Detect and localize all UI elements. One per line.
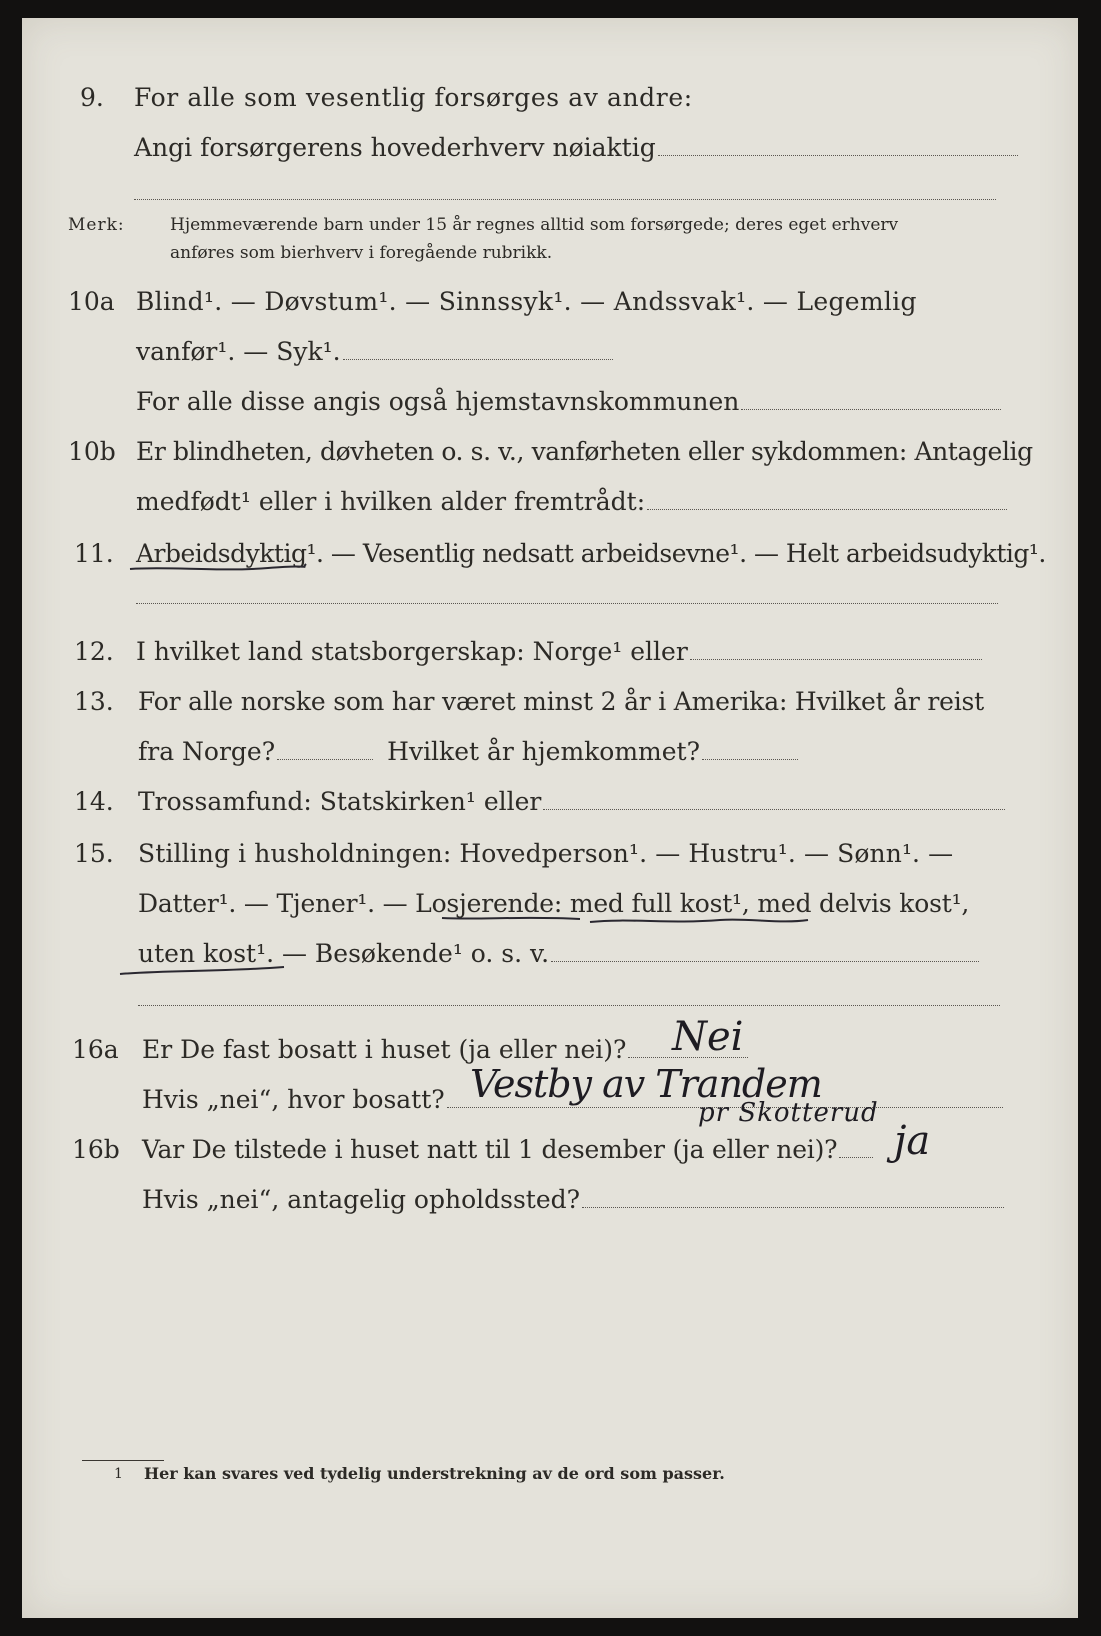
- answer-line: [136, 602, 998, 604]
- question-15-text: Stilling i husholdningen: Hovedperson¹. — Hustru¹. — Sønn¹. —: [138, 839, 954, 868]
- answer-line: [839, 1156, 873, 1158]
- handwritten-answer-16a-residence: Vestby av Trandem: [470, 1062, 822, 1106]
- census-form-page: [22, 18, 1078, 1618]
- question-11-number: 11.: [74, 539, 114, 568]
- question-10b-number: 10b: [68, 437, 116, 466]
- question-12-number: 12.: [74, 637, 114, 666]
- answer-line: [343, 358, 613, 360]
- answer-line: [582, 1206, 1004, 1208]
- question-10b-line-2: [136, 486, 1007, 518]
- answer-line: [134, 198, 996, 200]
- footnote-mark: 1: [114, 1466, 123, 1482]
- question-9-prompt-text: Angi forsørgerens hovederhverv nøiaktig: [134, 133, 656, 162]
- handwritten-answer-16a-residence-note: pr Skotterud: [698, 1098, 879, 1128]
- question-14-number: 14.: [74, 787, 114, 816]
- question-14-text: Trossamfund: Statskirken¹ eller: [138, 787, 542, 816]
- question-16b-line: [142, 1134, 873, 1166]
- handwritten-underline: [440, 910, 812, 934]
- question-10a-line-2: [136, 336, 613, 368]
- handwritten-answer-16b: ja: [894, 1118, 931, 1164]
- question-11-text: Arbeidsdyktig¹. — Vesentlig nedsatt arbeidsevne¹. — Helt arbeidsudyktig¹.: [136, 539, 1046, 568]
- question-15-text-3: uten kost¹. — Besøkende¹ o. s. v.: [138, 939, 550, 968]
- question-16a-text: Er De fast bosatt i huset (ja eller nei)?: [142, 1035, 627, 1064]
- question-12-line: [136, 636, 982, 668]
- handwritten-underline: [128, 560, 308, 574]
- note-label: Merk:: [68, 215, 125, 235]
- answer-line: [543, 808, 1005, 810]
- question-10a-line-3: [136, 386, 1001, 418]
- answer-line: [647, 508, 1007, 510]
- question-10a-text-3: For alle disse angis også hjemstavnskommunen: [136, 387, 740, 416]
- note-text-line-1: Hjemmeværende barn under 15 år regnes alltid som forsørgede; deres eget erhverv: [170, 215, 899, 235]
- question-15-number: 15.: [74, 839, 114, 868]
- answer-line: [741, 408, 1001, 410]
- question-15-text-2: Datter¹. — Tjener¹. — Losjerende: med full kost¹, med delvis kost¹,: [138, 889, 970, 918]
- question-13-text: For alle norske som har været minst 2 år i Amerika: Hvilket år reist: [138, 687, 985, 716]
- question-10a-text: Blind¹. — Døvstum¹. — Sinnssyk¹. — Andssvak¹. — Legemlig: [136, 287, 917, 316]
- question-12-text: I hvilket land statsborgerskap: Norge¹ eller: [136, 637, 688, 666]
- question-14-line: [138, 786, 1005, 818]
- question-13-text-2b: Hvilket år hjemkommet?: [387, 737, 701, 766]
- answer-line: [551, 960, 979, 962]
- question-13-line-2: [138, 736, 798, 768]
- answer-line: [658, 154, 1018, 156]
- question-16b-line-2: [142, 1184, 1004, 1216]
- answer-line: [702, 758, 798, 760]
- question-10b-text-2: medfødt¹ eller i hvilken alder fremtrådt:: [136, 487, 646, 516]
- handwritten-answer-16a: Nei: [672, 1014, 744, 1060]
- question-10a-text-2: vanfør¹. — Syk¹.: [136, 337, 341, 366]
- question-16a-text-2: Hvis „nei“, hvor bosatt?: [142, 1085, 445, 1114]
- question-10a-number: 10a: [68, 287, 115, 316]
- answer-line: [138, 1004, 1000, 1006]
- question-13-number: 13.: [74, 687, 114, 716]
- answer-line: [277, 758, 373, 760]
- question-9-text: For alle som vesentlig forsørges av andre:: [134, 83, 693, 112]
- question-10b-text: Er blindheten, døvheten o. s. v., vanførheten eller sykdommen: Antagelig: [136, 437, 1033, 466]
- question-16b-number: 16b: [72, 1135, 120, 1164]
- question-16b-text: Var De tilstede i huset natt til 1 desember (ja eller nei)?: [142, 1135, 838, 1164]
- footnote-divider: [82, 1460, 164, 1461]
- note-text-line-2: anføres som bierhverv i foregående rubrikk.: [170, 243, 553, 263]
- question-13-text-2a: fra Norge?: [138, 737, 276, 766]
- answer-line: [690, 658, 982, 660]
- question-9-number: 9.: [80, 83, 104, 112]
- handwritten-underline: [118, 962, 288, 980]
- question-16a-number: 16a: [72, 1035, 119, 1064]
- footnote-text: Her kan svares ved tydelig understrekning av de ord som passer.: [144, 1464, 725, 1483]
- question-16b-text-2: Hvis „nei“, antagelig opholdssted?: [142, 1185, 581, 1214]
- question-9-prompt: [134, 132, 1018, 164]
